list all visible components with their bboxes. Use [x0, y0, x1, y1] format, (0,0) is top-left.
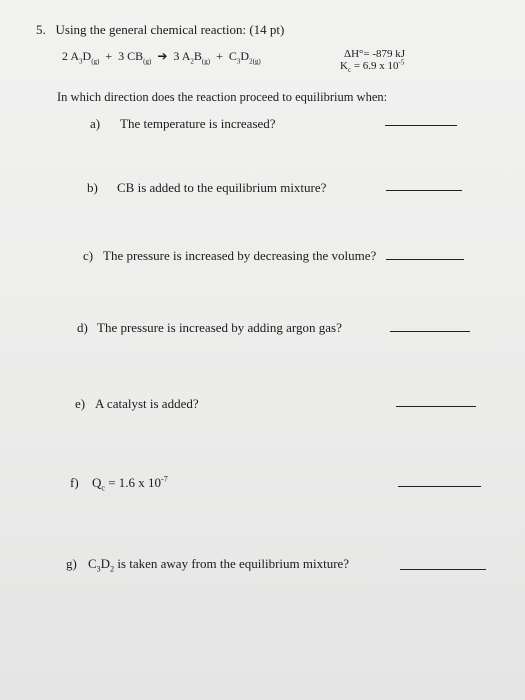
kc-value — [340, 58, 405, 75]
plus-sign: + — [105, 49, 113, 63]
question-prompt: In which direction does the reaction proceed to equilibrium when: — [57, 90, 388, 104]
item-text: The pressure is increased by decreasing the volume? — [103, 248, 377, 263]
subscript: 3 — [96, 564, 101, 574]
qc-number: = 1.6 x 10 — [104, 475, 162, 490]
item-text: is taken away from the equilibrium mixture? — [114, 556, 350, 571]
subscript: 2 — [190, 57, 194, 66]
item-f — [70, 475, 168, 491]
coef: 3 — [118, 49, 125, 63]
item-label: b) — [87, 180, 98, 195]
item-e — [75, 396, 199, 412]
species: B — [193, 49, 202, 63]
plus-sign: + — [216, 49, 223, 63]
answer-blank-e[interactable] — [396, 406, 476, 407]
species: C — [88, 556, 97, 571]
item-label: g) — [66, 556, 77, 571]
item-text: The temperature is increased? — [120, 116, 276, 131]
species: A — [70, 49, 80, 63]
kc-number: = 6.9 x 10 — [351, 60, 399, 72]
thermo-data — [340, 48, 406, 75]
species: CB — [127, 49, 144, 63]
qc-symbol: Q — [92, 475, 102, 490]
subscript: 2 — [110, 564, 115, 574]
item-c — [83, 248, 376, 264]
answer-blank-c[interactable] — [386, 259, 464, 260]
subscript: 3 — [236, 57, 241, 66]
species: D — [100, 556, 111, 571]
item-b — [87, 180, 326, 196]
item-g — [66, 556, 349, 572]
subscript: 2 — [249, 57, 253, 66]
kc-exponent: -5 — [398, 58, 405, 67]
reaction-arrow-icon: ➔ — [157, 49, 168, 63]
item-label: c) — [83, 248, 94, 263]
species: D — [240, 49, 250, 63]
answer-blank-g[interactable] — [400, 569, 486, 570]
question-text: Using the general chemical reaction: (14 pt) — [55, 22, 285, 37]
qc-exponent: -7 — [161, 474, 168, 484]
chemical-equation — [62, 49, 261, 64]
qc-subscript: c — [101, 483, 105, 493]
item-a — [90, 116, 276, 132]
answer-blank-f[interactable] — [398, 486, 481, 487]
species: C — [228, 49, 237, 63]
item-label: d) — [77, 320, 88, 335]
question-title — [36, 22, 284, 38]
state: (g) — [91, 57, 100, 66]
answer-blank-a[interactable] — [385, 125, 457, 126]
item-text: The pressure is increased by adding argon gas? — [97, 320, 342, 335]
species: D — [82, 49, 92, 63]
kc-subscript: c — [347, 66, 352, 75]
item-d — [77, 320, 342, 336]
kc-symbol: K — [340, 60, 348, 72]
item-label: f) — [70, 475, 79, 490]
coef: 2 — [62, 49, 68, 63]
question-number: 5. — [36, 22, 46, 37]
item-label: a) — [90, 116, 101, 131]
item-label: e) — [75, 396, 86, 411]
state: (g) — [201, 57, 211, 66]
coef: 3 — [173, 49, 180, 63]
item-text: CB is added to the equilibrium mixture? — [117, 180, 327, 195]
species: A — [181, 49, 191, 63]
state: (g) — [143, 57, 152, 66]
enthalpy-value: ΔH°= -879 kJ — [344, 48, 406, 60]
answer-blank-d[interactable] — [390, 331, 470, 332]
item-text: A catalyst is added? — [95, 396, 199, 411]
state: (g) — [252, 57, 261, 66]
answer-blank-b[interactable] — [386, 190, 462, 191]
subscript: 3 — [79, 57, 83, 66]
